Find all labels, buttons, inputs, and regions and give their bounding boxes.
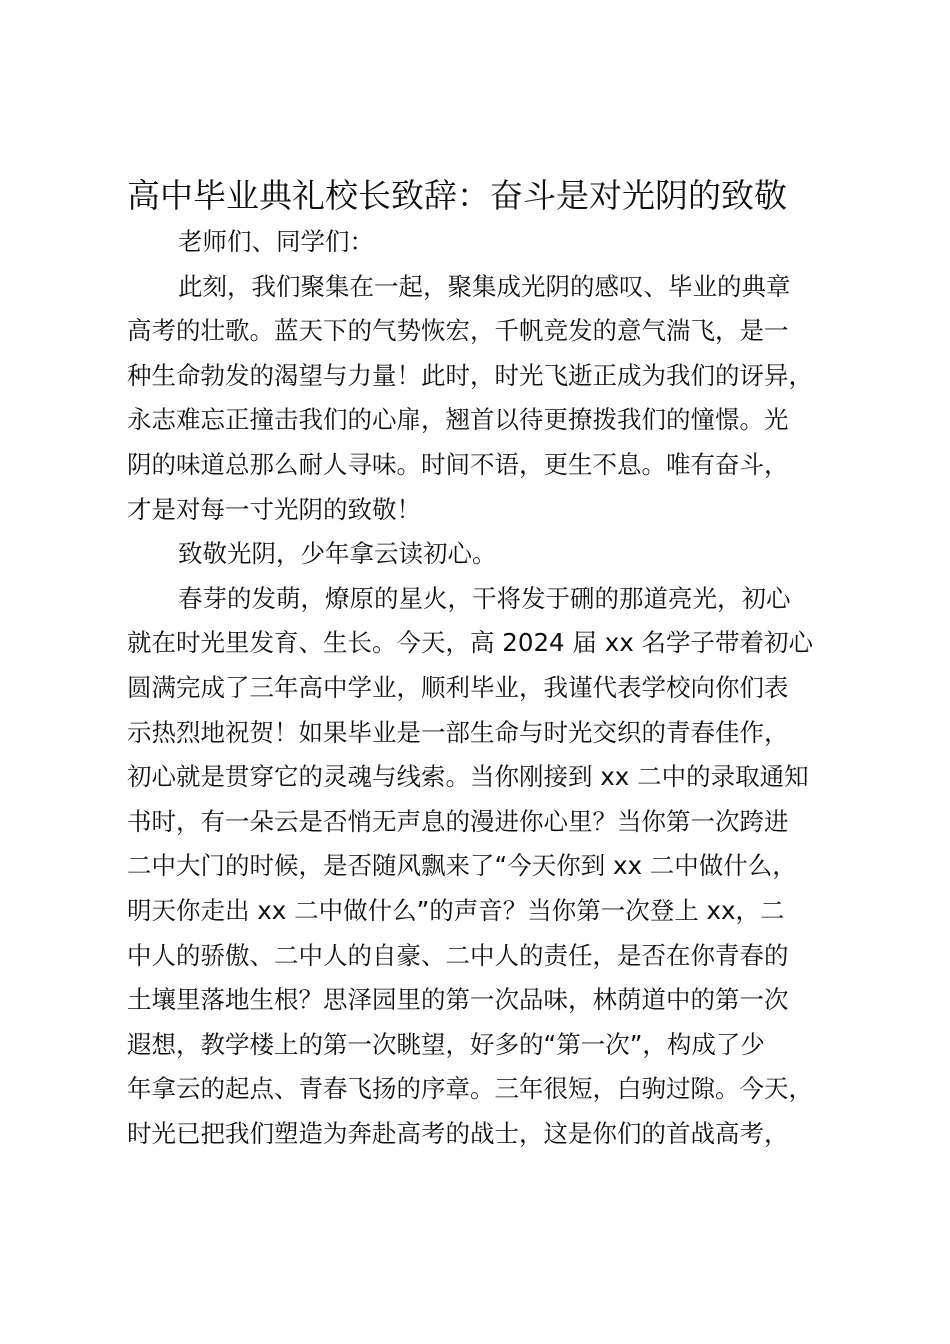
- paragraph-1: [127, 265, 827, 533]
- paragraph-line: 种生命勃发的渴望与力量！此时，时光飞逝正成为我们的讶异，: [127, 360, 813, 390]
- paragraph-line: 此刻，我们聚集在一起，聚集成光阴的感叹、毕业的典章: [178, 271, 791, 301]
- paragraph-line: 明天你走出 xx 二中做什么”的声音？当你第一次登上 xx，二: [127, 895, 785, 925]
- paragraph-3: [127, 577, 827, 1157]
- paragraph-line: 土壤里落地生根？思泽园里的第一次品味，林荫道中的第一次: [127, 985, 789, 1015]
- paragraph-line: 中人的骄傲、二中人的自豪、二中人的责任，是否在你青春的: [127, 940, 789, 970]
- paragraph-line: 才是对每一寸光阴的致敬！: [127, 494, 421, 524]
- paragraph-line: 二中大门的时候，是否随风飘来了“今天你到 xx 二中做什么，: [127, 851, 797, 881]
- paragraph-line: 年拿云的起点、青春飞扬的序章。三年很短，白驹过隙。今天，: [127, 1074, 813, 1104]
- paragraph-line: 致敬光阴，少年拿云读初心。: [178, 539, 497, 569]
- paragraph-line: 时光已把我们塑造为奔赴高考的战士，这是你们的首战高考，: [127, 1118, 789, 1148]
- section-heading-paragraph: [127, 532, 827, 577]
- paragraph-line: 阴的味道总那么耐人寻味。时间不语，更生不息。唯有奋斗，: [127, 449, 789, 479]
- salutation: 老师们、同学们：: [178, 227, 374, 256]
- paragraph-line: 圆满完成了三年高中学业，顺利毕业，我谨代表学校向你们表: [127, 672, 789, 702]
- paragraph-line: 春芽的发萌，燎原的星火，干将发于硎的那道亮光，初心: [178, 583, 791, 613]
- paragraph-line: 书时，有一朵云是否悄无声息的漫进你心里？当你第一次跨进: [127, 806, 789, 836]
- document-title: 高中毕业典礼校长致辞：奋斗是对光阴的致敬: [127, 176, 787, 215]
- paragraph-line: 示热烈地祝贺！如果毕业是一部生命与时光交织的青春佳作，: [127, 717, 789, 747]
- paragraph-line: 永志难忘正撞击我们的心扉，翘首以待更撩拨我们的憧憬。光: [127, 405, 789, 435]
- paragraph-line: 就在时光里发育、生长。今天，高 2024 届 xx 名学子带着初心: [127, 628, 813, 658]
- paragraph-line: 初心就是贯穿它的灵魂与线索。当你刚接到 xx 二中的录取通知: [127, 762, 809, 792]
- document-page: [127, 172, 827, 1156]
- paragraph-line: 遐想，教学楼上的第一次眺望，好多的“第一次”，构成了少: [127, 1029, 765, 1059]
- paragraph-line: 高考的壮歌。蓝天下的气势恢宏，千帆竞发的意气湍飞，是一: [127, 316, 789, 346]
